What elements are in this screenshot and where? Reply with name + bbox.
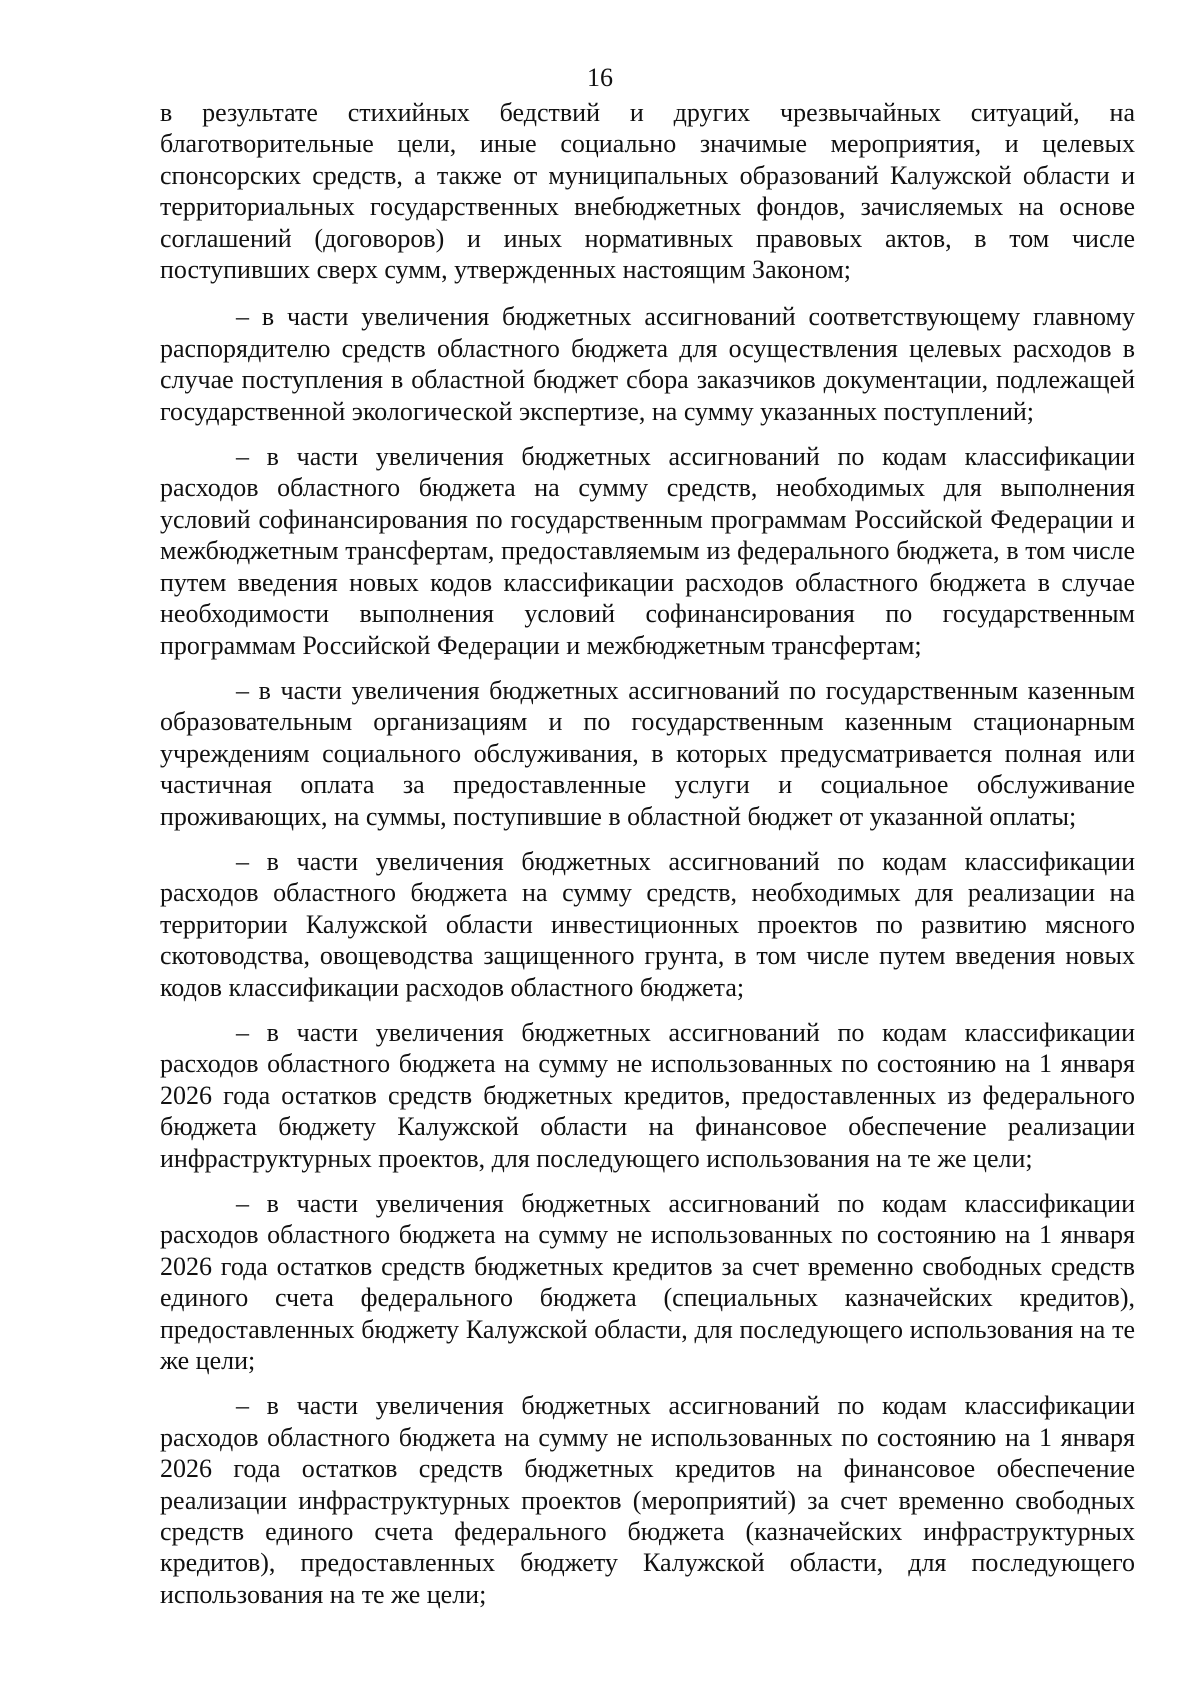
paragraph-item: – в части увеличения бюджетных ассигнований по кодам классификации расходов областного бюджета на сумму средств, необходимых для реализации на территории Калужской области инвестиционных проектов по развитию мясного скотоводства, овощеводства защищенного грунта, в том числе путем введения новых кодов классификации расходов областного бюджета; (160, 846, 1135, 1002)
paragraph-item: – в части увеличения бюджетных ассигнований по государственным казенным образовательным организациям и по государственным казенным стационарным учреждениям социального обслуживания, в которых предусматривается полная или частичная оплата за предоставленные услуги и социальное обслуживание проживающих, на суммы, поступившие в областной бюджет от указанной оплаты; (160, 675, 1135, 831)
page-number: 16 (587, 63, 613, 92)
paragraph-item: – в части увеличения бюджетных ассигнований по кодам классификации расходов областного бюджета на сумму не использованных по состоянию на 1 января 2026 года остатков средств бюджетных кредитов, предоставленных из федерального бюджета бюджету Калужской области на финансовое обеспечение реализации инфраструктурных проектов, для последующего использования на те же цели; (160, 1017, 1135, 1173)
paragraph-item: – в части увеличения бюджетных ассигнований по кодам классификации расходов областного бюджета на сумму не использованных по состоянию на 1 января 2026 года остатков средств бюджетных кредитов за счет временно свободных средств единого счета федерального бюджета (специальных казначейских кредитов), предоставленных бюджету Калужской области, для последующего использования на те же цели; (160, 1189, 1135, 1376)
paragraph-item: – в части увеличения бюджетных ассигнований по кодам классификации расходов областного бюджета на сумму не использованных по состоянию на 1 января 2026 года остатков средств бюджетных кредитов на финансовое обеспечение реализации инфраструктурных проектов (мероприятий) за счет временно свободных средств единого счета федерального бюджета (казначейских инфраструктурных кредитов), предоставленных бюджету Калужской области, для последующего использования на те же цели; (160, 1391, 1135, 1609)
paragraph-continuation: в результате стихийных бедствий и других чрезвычайных ситуаций, на благотворительные цели, иные социально значимые мероприятия, и целевых спонсорских средств, а также от муниципальных образований Калужской области и территориальных государственных внебюджетных фондов, зачисляемых на основе соглашений (договоров) и иных нормативных правовых актов, в том числе поступивших сверх сумм, утвержденных настоящим Законом; (160, 98, 1135, 285)
paragraph-item: – в части увеличения бюджетных ассигнований соответствующему главному распорядителю средств областного бюджета для осуществления целевых расходов в случае поступления в областной бюджет сбора заказчиков документации, подлежащей государственной экологической экспертизе, на сумму указанных поступлений; (160, 302, 1135, 426)
paragraph-item: – в части увеличения бюджетных ассигнований по кодам классификации расходов областного бюджета на сумму средств, необходимых для выполнения условий софинансирования по государственным программам Российской Федерации и межбюджетным трансфертам, предоставляемым из федерального бюджета, в том числе путем введения новых кодов классификации расходов областного бюджета в случае необходимости выполнения условий софинансирования по государственным программам Российской Федерации и межбюджетным трансфертам; (160, 442, 1135, 660)
document-body (160, 97, 1135, 1624)
